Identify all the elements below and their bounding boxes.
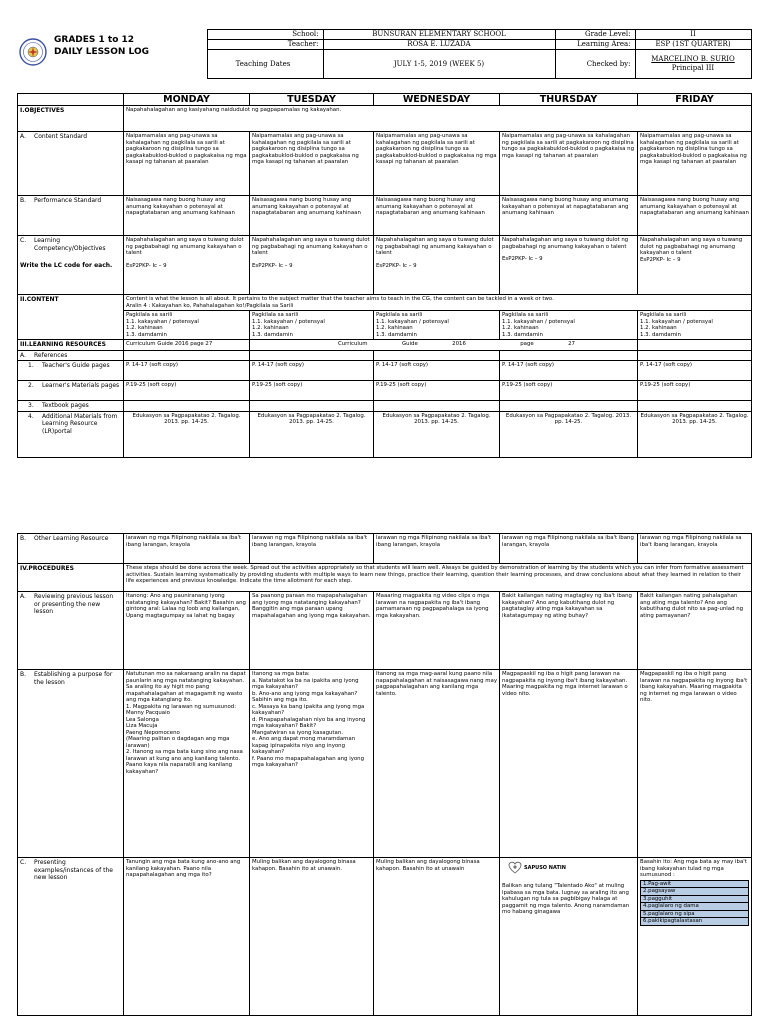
content-wed: Pagkilala sa sarili 1.1. kakayahan / potensyal 1.2. kahinaan 1.3. damdamin bbox=[374, 311, 500, 340]
review-mon: Itanong: Ano ang pauniranang iyong natatanging kakayahan? Bakit? Basahin ang gintong aral: Lalaa ng loob ang kailangan, Upang magtagumpay sa lahat ng bagay bbox=[124, 592, 250, 670]
purpose-fri: Magpapaskil ng iba o higit pang larawan na nagpapakita ng inyong iba't ibang kakayahan. Maaring magpakita ng internet ng mga larawan o video nito. bbox=[638, 670, 752, 858]
or-wed: larawan ng mga Filipinong nakilala sa iba't ibang larangan, krayola bbox=[374, 534, 500, 564]
talent-list bbox=[640, 880, 749, 926]
competency-thu: Napahahalagahan ang saya o tuwang dulot ng pagbabahagi ng anumang kakayahan o talent EsP2PKP- Ic – 9 bbox=[500, 236, 638, 295]
performance-standard-tue: Naisasagawa nang buong husay ang anumang kakayahan o potensyal at napagtatabaran ang anumang kahinaan bbox=[250, 196, 374, 236]
list-item: 1.Pag-awit bbox=[640, 880, 749, 889]
content-label: II.CONTENT bbox=[18, 295, 124, 340]
dates-value: JULY 1-5, 2019 (WEEK 5) bbox=[323, 50, 555, 79]
tg-mon: P. 14-17 (soft copy) bbox=[124, 361, 250, 381]
resources-label: III.LEARNING RESOURCES bbox=[18, 340, 124, 351]
presenting-wed: Muling balikan ang dayalogong binasa kahapon. Basahin ito at unawain bbox=[374, 858, 500, 1016]
references-label: A. References bbox=[18, 350, 124, 361]
title-line2: DAILY LESSON LOG bbox=[54, 46, 149, 57]
cg-spread: Curriculum Guide 2016 page 27 bbox=[250, 340, 638, 351]
presenting-tue: Muling balikan ang dayalogong binasa kahapon. Basahin ito at unawain. bbox=[250, 858, 374, 1016]
tg-thu: P. 14-17 (soft copy) bbox=[500, 361, 638, 381]
lm-tue: P.19-25 (soft copy) bbox=[250, 381, 374, 401]
review-thu: Bakit kailangan nating magtagley ng iba't ibang kakayahan? Ano ang kabutihang dulot ng pagtataglay ating mga kakayahan sa ikatatagumpay ng ating buhay? bbox=[500, 592, 638, 670]
purpose-tue: Itanong sa mga bata: a. Natatakot ka ba na ipakita ang iyong mga kakayahan? b. Ano-ano ang iyong mga kakayahan? Sabihin ang mga ito. c. Masaya ka bang ipakita ang iyong mga kakayahan? d. Pinapapahalagahan niyo ba ang inyong mga kakayahan? Bakit? Mangatwiran sa iyong kasagutan. e. Ano ang dapat mong maramdaman kapag ipinapakita niyo ang inyong kakayahan? f. Paano mo mapapahalagahan ang iyong mga kakayahan? bbox=[250, 670, 374, 858]
competency-fri: Napahahalagahan ang saya o tuwang dulot ng pagbabahagi ng anumang kakayahan o talent EsP2PKP- Ic – 9 bbox=[638, 236, 752, 295]
checked-title: Principal III bbox=[671, 64, 715, 72]
area-label: Learning Area: bbox=[555, 40, 635, 50]
content-standard-fri: Naipamamalas ang pag-unawa sa kahalagahan ng pagkilala sa sarili at pagkakaroon ng disiplina tungo sa pagkakabuklod-buklod o pagkakaisa ng mga kasapi ng tahanan at paaralan bbox=[638, 132, 752, 196]
purpose-label: B. Establishing a purpose for the lesson bbox=[18, 670, 124, 858]
or-tue: larawan ng mga Filipinong nakilala sa iba't ibang larangan, krayola bbox=[250, 534, 374, 564]
content-standard-wed: Naipamamalas ang pag-unawa sa kahalagahan ng pagkilala sa sarili at pagkakaroon ng disiplina tungo sa pagkakabuklod-buklod o pagkakaisa ng mga kasapi ng tahanan at paaralan bbox=[374, 132, 500, 196]
lm-fri: P.19-25 (soft copy) bbox=[638, 381, 752, 401]
or-thu: larawan ng mga Filipinong nakilala sa iba't ibang larangan, krayola bbox=[500, 534, 638, 564]
lesson-table-2 bbox=[17, 533, 751, 1016]
content-standard-thu: Naipamamalas ang pag-unawa sa kahalagahan ng pagkilala sa sarili at pagkakaroon ng disiplina tungo sa pagkakabuklod-buklod o pagkakaisa ng mga kasapi ng tahanan at paaralan bbox=[500, 132, 638, 196]
performance-standard-thu: Naisasagawa nang buong husay ang anumang kakayahan o potensyal at napagtatabaran ang anumang kahinaan bbox=[500, 196, 638, 236]
day-thursday: THURSDAY bbox=[500, 94, 638, 106]
title-box bbox=[17, 30, 207, 79]
performance-standard-wed: Naisasagawa nang buong husay ang anumang kakayahan o potensyal at napagtatabaran ang anumang kahinaan bbox=[374, 196, 500, 236]
area-value: ESP (1ST QUARTER) bbox=[635, 40, 751, 50]
review-label: A. Reviewing previous lesson or presenting the new lesson bbox=[18, 592, 124, 670]
or-fri: larawan ng mga Filipinong nakilala sa iba't ibang larangan, krayola bbox=[638, 534, 752, 564]
tg-tue: P. 14-17 (soft copy) bbox=[250, 361, 374, 381]
title-line1: GRADES 1 to 12 bbox=[54, 34, 135, 45]
tg-wed: P. 14-17 (soft copy) bbox=[374, 361, 500, 381]
header-block bbox=[17, 29, 751, 79]
content-standard-tue: Naipamamalas ang pag-unawa sa kahalagahan ng pagkilala sa sarili at pagkakaroon ng disiplina tungo sa pagkakabuklod-buklod o pagkakaisa ng mga kasapi ng tahanan at paaralan bbox=[250, 132, 374, 196]
purpose-wed: Itanong sa mga mag-aaral kung paano nila napapahalagahan at naisasagawa nang may pagpapahalagahan ang kanilang mga talento. bbox=[374, 670, 500, 858]
teacher-label: Teacher: bbox=[207, 40, 323, 50]
grade-value: II bbox=[635, 30, 751, 40]
list-item: 4.paglalaro ng dama bbox=[640, 903, 749, 911]
objectives-label: I.OBJECTIVES bbox=[18, 106, 124, 132]
performance-standard-label: B. Performance Standard bbox=[18, 196, 124, 236]
am-fri: Edukasyon sa Pagpapakatao 2. Tagalog. 2013. pp. 14-25. bbox=[638, 411, 752, 457]
presenting-mon: Tanungin ang mga bata kung ano-ano ang kanilang kakayahan. Paano nila napapahalagahan ang mga ito? bbox=[124, 858, 250, 1016]
corner-cell bbox=[18, 94, 124, 106]
teachers-guide-label: 1. Teacher's Guide pages bbox=[18, 361, 124, 381]
list-item: 6.pakikipagtalastasan bbox=[640, 918, 749, 926]
content-thu: Pagkilala sa sarili 1.1. kakayahan / potensyal 1.2. kahinaan 1.3. damdamin bbox=[500, 311, 638, 340]
competency-tue: Napahahalagahan ang saya o tuwang dulot ng pagbabahagi ng anumang kakayahan o talent EsP2PKP- Ic – 9 bbox=[250, 236, 374, 295]
lm-mon: P.19-25 (soft copy) bbox=[124, 381, 250, 401]
presenting-thu: SAPUSO NATIN Balikan ang tulang "Talentado Ako" at muling ipabasa sa mga bata. Iugnay sa araling ito ang kahulugan ng tula sa pagbibigay halaga at paggamit ng mga talento. Anong naramdaman mo habang ginagawa bbox=[500, 858, 638, 1016]
tg-fri: P. 14-17 (soft copy) bbox=[638, 361, 752, 381]
other-resource-label: B. Other Learning Resource bbox=[18, 534, 124, 564]
grade-label: Grade Level: bbox=[555, 30, 635, 40]
content-standard-mon: Naipamamalas ang pag-unawa sa kahalagahan ng pagkilala sa sarili at pagkakaroon ng disiplina tungo sa pagkakabuklod-buklod o pagkakaisa ng mga kasapi ng tahanan at paaralan bbox=[124, 132, 250, 196]
am-thu: Edukasyon sa Pagpapakatao 2. Tagalog. 2013. pp. 14-25. bbox=[500, 411, 638, 457]
checked-name: MARCELINO B. SURIO bbox=[651, 55, 735, 63]
review-fri: Bakit kailangan nating pahalagahan ang ating mga talento? Ano ang kabutihang dulot nito sa pag-unlad ng ating pamayanan? bbox=[638, 592, 752, 670]
teacher-value: ROSA E. LUZADA bbox=[323, 40, 555, 50]
performance-standard-fri: Naisasagawa nang buong husay ang anumang kakayahan o potensyal at napagtatabaran ang anumang kahinaan bbox=[638, 196, 752, 236]
presenting-label: C. Presenting examples/instances of the new lesson bbox=[18, 858, 124, 1016]
checked-by bbox=[635, 50, 751, 79]
review-wed: Maaaring magpakita ng video clips o mga larawan na nagpapakita ng iba't ibang pamamaraan ng pagpapahalaga sa iyong mga kakayahan. bbox=[374, 592, 500, 670]
performance-standard-mon: Naisasagawa nang buong husay ang anumang kakayahan o potensyal at napagtatabaran ang anumang kahinaan bbox=[124, 196, 250, 236]
list-item: 5.paglalaro ng sipa bbox=[640, 911, 749, 919]
list-item: 2.pagsayaw bbox=[640, 888, 749, 896]
am-wed: Edukasyon sa Pagpapakatao 2. Tagalog. 2013. pp. 14-25. bbox=[374, 411, 500, 457]
lesson-table-1 bbox=[17, 93, 751, 458]
or-mon: larawan ng mga Filipinong nakilala sa iba't ibang larangan, krayola bbox=[124, 534, 250, 564]
textbook-label: 3. Textbook pages bbox=[18, 401, 124, 412]
presenting-fri: Basahin ito: Ang mga bata ay may iba't ibang kakayahan tulad ng mga sumusunod : 1.Pag-awit 2.pagsayaw 3.pagguhit 4.paglalaro ng dama 5.paglalaro ng sipa 6.pakikipagtalastasan bbox=[638, 858, 752, 1016]
school-value: BUNSURAN ELEMENTARY SCHOOL bbox=[323, 30, 555, 40]
review-tue: Sa paanong paraan mo mapapahalagahan ang iyong mga natatanging kakayahan? Banggitin ang mga paraan upang mapahalagahan ang iyong mga kakayahan. bbox=[250, 592, 374, 670]
content-standard-label: A. Content Standard bbox=[18, 132, 124, 196]
lm-thu: P.19-25 (soft copy) bbox=[500, 381, 638, 401]
deped-seal-icon bbox=[19, 38, 47, 66]
purpose-thu: Magpapaskil ng iba o higit pang larawan na nagpapakita ng inyong iba't ibang kakayahan. Maaring magpakita ng mga internet larawan o video nito. bbox=[500, 670, 638, 858]
sapuso-badge: SAPUSO NATIN bbox=[508, 861, 635, 875]
cg-mon: Curriculum Guide 2016 page 27 bbox=[124, 340, 250, 351]
competency-wed: Napahahalagahan ang saya o tuwang dulot ng pagbabahagi ng anumang kakayahan o talent EsP2PKP- Ic – 9 bbox=[374, 236, 500, 295]
content-fri: Pagkilala sa sarili 1.1. kakayahan / potensyal 1.2. kahinaan 1.3. damdamin bbox=[638, 311, 752, 340]
dates-label: Teaching Dates bbox=[207, 50, 323, 79]
competency-mon: Napahahalagahan ang saya o tuwang dulot ng pagbabahagi ng anumang kakayahan o talent EsP2PKP- Ic – 9 bbox=[124, 236, 250, 295]
school-label: School: bbox=[207, 30, 323, 40]
content-mon: Pagkilala sa sarili 1.1. kakayahan / potensyal 1.2. kahinaan 1.3. damdamin bbox=[124, 311, 250, 340]
checked-label: Checked by: bbox=[555, 50, 635, 79]
list-item: 3.pagguhit bbox=[640, 896, 749, 904]
am-tue: Edukasyon sa Pagpapakatao 2. Tagalog. 2013. pp. 14-25. bbox=[250, 411, 374, 457]
purpose-mon: Natutunan mo sa nakaraang aralin na dapat paunlarin ang mga natatanging kakayahan. Sa araling ito ay higit mo pang mapahahalagahan at magagamit ng wasto ang mga katangiang ito. 1. Magpakita ng larawan ng sumusunod: Manny Pacquaio Lea Salonga Liza Macuja Paeng Nepomoceno (Maaring palitan o dagdagan ang mga larawan) 2. Itanong sa mga bata kung sino ang nasa larawan at kung ano ang kanilang talento. Paano kaya nila naparatili ang kanilang kakayahan? bbox=[124, 670, 250, 858]
cg-fri bbox=[638, 340, 752, 351]
content-note: Content is what the lesson is all about. It pertains to the subject matter that the teacher aims to teach in the CG, the content can be tackled in a week or two. Aralin 4 : Kakayahan ko, Pahahalagahan ko!/Pagkilala sa Sarili bbox=[124, 295, 752, 311]
lm-wed: P.19-25 (soft copy) bbox=[374, 381, 500, 401]
am-mon: Edukasyon sa Pagpapakatao 2. Tagalog. 2013. pp. 14-25. bbox=[124, 411, 250, 457]
procedures-label: IV.PROCEDURES bbox=[18, 564, 124, 592]
additional-materials-label: 4. Additional Materials from Learning Resource (LR)portal bbox=[18, 411, 124, 457]
content-tue: Pagkilala sa sarili 1.1. kakayahan / potensyal 1.2. kahinaan 1.3. damdamin bbox=[250, 311, 374, 340]
objectives-text: Napahahalagahan ang kasiyahang naidudulot ng pagpapamalas ng kakayahan. bbox=[124, 106, 752, 132]
procedures-note: These steps should be done across the week. Spread out the activities appropriately so that students will learn well. Always be guided by demonstration of learning by the students which you can infer from formative assessment activities. Sustain learning systematically by providing students with multiple ways to learn new things, practice their learning, question their learning processes, and draw conclusions about what they learned in relation to their life experiences and previous knowledge. Indicate the time allotment for each step. bbox=[124, 564, 752, 592]
lc-code-label: Write the LC code for each. bbox=[20, 262, 113, 269]
learners-materials-label: 2. Learner's Materials pages bbox=[18, 381, 124, 401]
day-tuesday: TUESDAY bbox=[250, 94, 374, 106]
day-friday: FRIDAY bbox=[638, 94, 752, 106]
competency-label: C. Learning Competency/Objectives Write the LC code for each. bbox=[18, 236, 124, 295]
day-monday: MONDAY bbox=[124, 94, 250, 106]
heart-icon bbox=[508, 861, 522, 875]
day-wednesday: WEDNESDAY bbox=[374, 94, 500, 106]
